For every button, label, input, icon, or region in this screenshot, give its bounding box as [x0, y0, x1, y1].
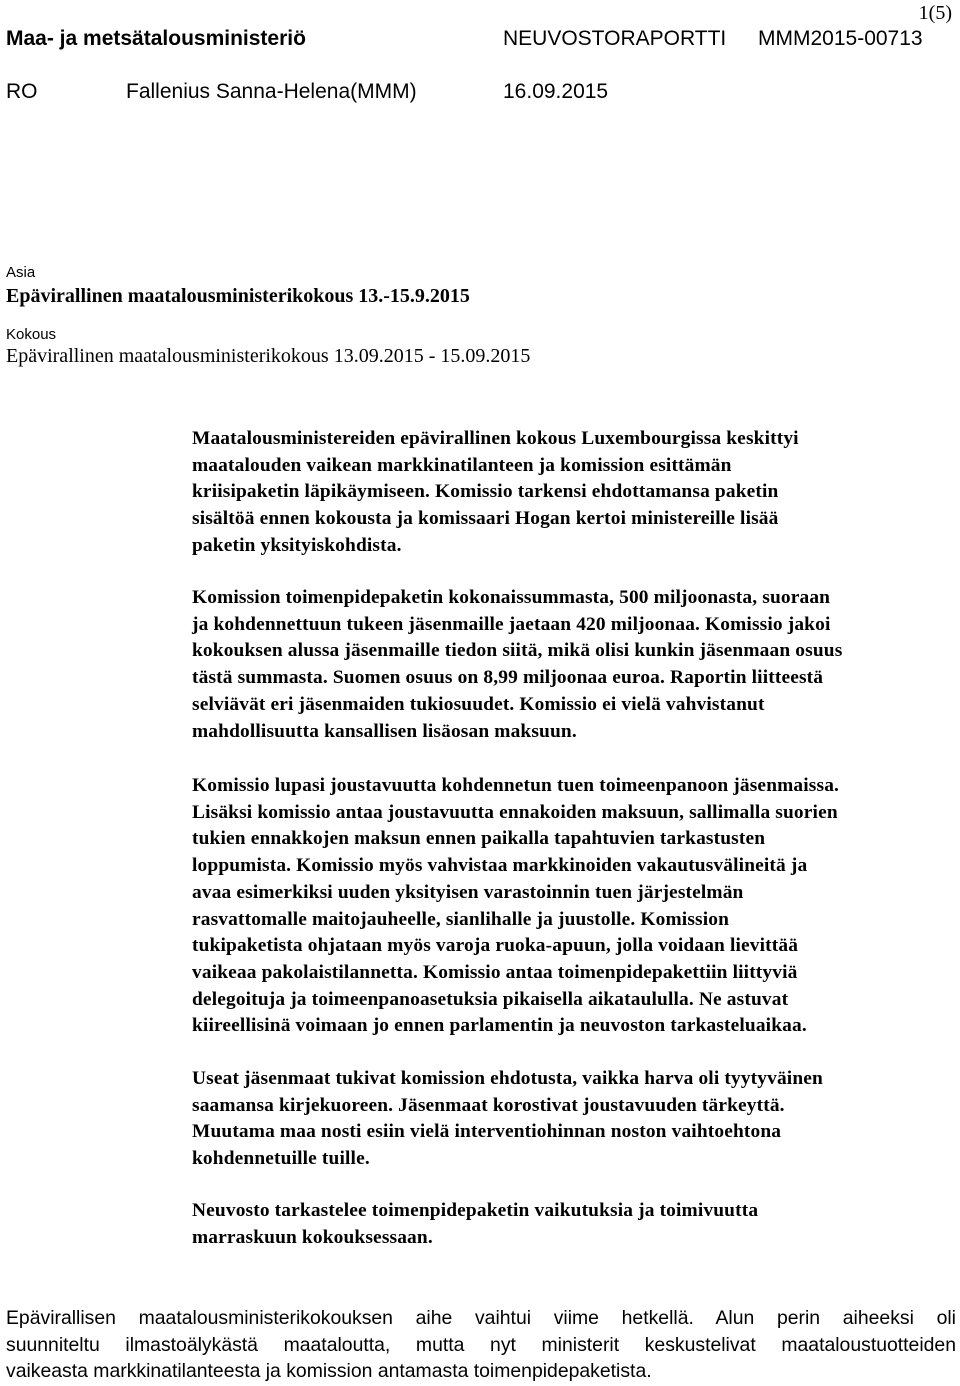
organization-name: Maa- ja metsätalousministeriö — [6, 27, 306, 50]
text-line: kiireellisinä voimaan jo ennen parlamentin ja neuvoston tarkasteluaikaa. — [192, 1015, 807, 1037]
paragraph-summary — [192, 426, 960, 560]
text-line: loppumista. Komissio myös vahvistaa markkinoiden vakautusvälineitä ja — [192, 855, 808, 877]
text-line: avaa esimerkiksi uuden yksityisen varastoinnin tuen järjestelmän — [192, 881, 744, 903]
meeting-title: Epävirallinen maatalousministerikokous 13.09.2015 - 15.09.2015 — [6, 345, 531, 367]
page-number: 1(5) — [918, 2, 952, 24]
document-type: NEUVOSTORAPORTTI — [503, 27, 727, 50]
paragraph-background — [6, 1305, 956, 1385]
meeting-label: Kokous — [6, 326, 57, 343]
text-line: kriisipaketin läpikäymiseen. Komissio tarkensi ehdottamansa paketin — [192, 481, 779, 503]
document-date: 16.09.2015 — [503, 80, 609, 103]
text-line: sisältöä ennen kokousta ja komissaari Hogan kertoi ministereille lisää — [192, 508, 779, 530]
author-role: RO — [6, 80, 38, 103]
text-line: tästä summasta. Suomen osuus on 8,99 miljoonaa euroa. Raportin liitteestä — [192, 667, 824, 689]
paragraph-member-states — [192, 1066, 960, 1173]
author-name: Fallenius Sanna-Helena(MMM) — [126, 80, 417, 103]
text-line: kokouksen alussa jäsenmaille tiedon siitä, mikä olisi kunkin jäsenmaan osuus — [192, 640, 843, 662]
text-line: kohdennetuille tuille. — [192, 1148, 370, 1170]
text-line: Komission toimenpidepaketin kokonaissummasta, 500 miljoonasta, suoraan — [192, 587, 831, 608]
text-line: Neuvosto tarkastelee toimenpidepaketin vaikutuksia ja toimivuutta — [192, 1200, 759, 1221]
text-line: marraskuun kokouksessaan. — [192, 1226, 433, 1248]
text-line: vaikeaa pakolaistilannetta. Komissio antaa toimenpidepakettiin liittyviä — [192, 961, 798, 983]
text-line: Lisäksi komissio antaa joustavuutta ennakoiden maksuun, sallimalla suorien — [192, 801, 838, 823]
text-line: delegoituja ja toimeenpanoasetuksia pikaisella aikataululla. Ne astuvat — [192, 988, 789, 1010]
text-line: saamansa kirjekuoreen. Jäsenmaat korostivat joustavuuden tärkeyttä. — [192, 1094, 785, 1116]
text-line: ja kohdennettuun tukeen jäsenmaille jaetaan 420 miljoonaa. Komissio jakoi — [192, 613, 831, 635]
paragraph-council — [192, 1198, 960, 1251]
text-line: tukien ennakkojen maksun ennen paikalla tapahtuvien tarkastusten — [192, 828, 766, 850]
text-line: Useat jäsenmaat tukivat komission ehdotusta, vaikka harva oli tyytyväinen — [192, 1068, 823, 1089]
text-line: maatalouden vaikean markkinatilanteen ja komission esittämän — [192, 454, 732, 476]
text-line: Muutama maa nosti esiin vielä interventiohinnan noston vaihtoehtona — [192, 1121, 782, 1143]
text-line: tukipaketista ohjataan myös varoja ruoka-apuun, jolla voidaan lievittää — [192, 935, 799, 957]
text-line: Maatalousministereiden epävirallinen kokous Luxembourgissa keskittyi — [192, 428, 799, 449]
text-line: mahdollisuutta kansallisen lisäosan maksuun. — [192, 720, 577, 742]
paragraph-flexibility — [192, 773, 960, 1040]
text-line: selviävät eri jäsenmaiden tukiosuudet. Komissio ei vielä vahvistanut — [192, 693, 765, 715]
text-line: paketin yksityiskohdista. — [192, 534, 402, 556]
subject-title: Epävirallinen maatalousministerikokous 13.-15.9.2015 — [6, 285, 470, 307]
text-line: Komissio lupasi joustavuutta kohdennetun tuen toimeenpanoon jäsenmaissa. — [192, 775, 840, 796]
text-line: suunniteltu ilmastoälykästä maataloutta, mutta nyt ministerit keskustelivat maataloustuotteiden — [6, 1333, 956, 1356]
text-line: Epävirallisen maatalousministerikokouksen aihe vaihtui viime hetkellä. Alun perin aiheeksi oli — [6, 1307, 956, 1329]
subject-label: Asia — [6, 264, 36, 281]
text-line: vaikeasta markkinatilanteesta ja komission antamasta toimenpidepaketista. — [6, 1360, 652, 1382]
document-id: MMM2015-00713 — [758, 27, 923, 50]
paragraph-package-amounts — [192, 585, 960, 745]
text-line: rasvattomalle maitojauheelle, sianlihalle ja juustolle. Komission — [192, 908, 730, 930]
